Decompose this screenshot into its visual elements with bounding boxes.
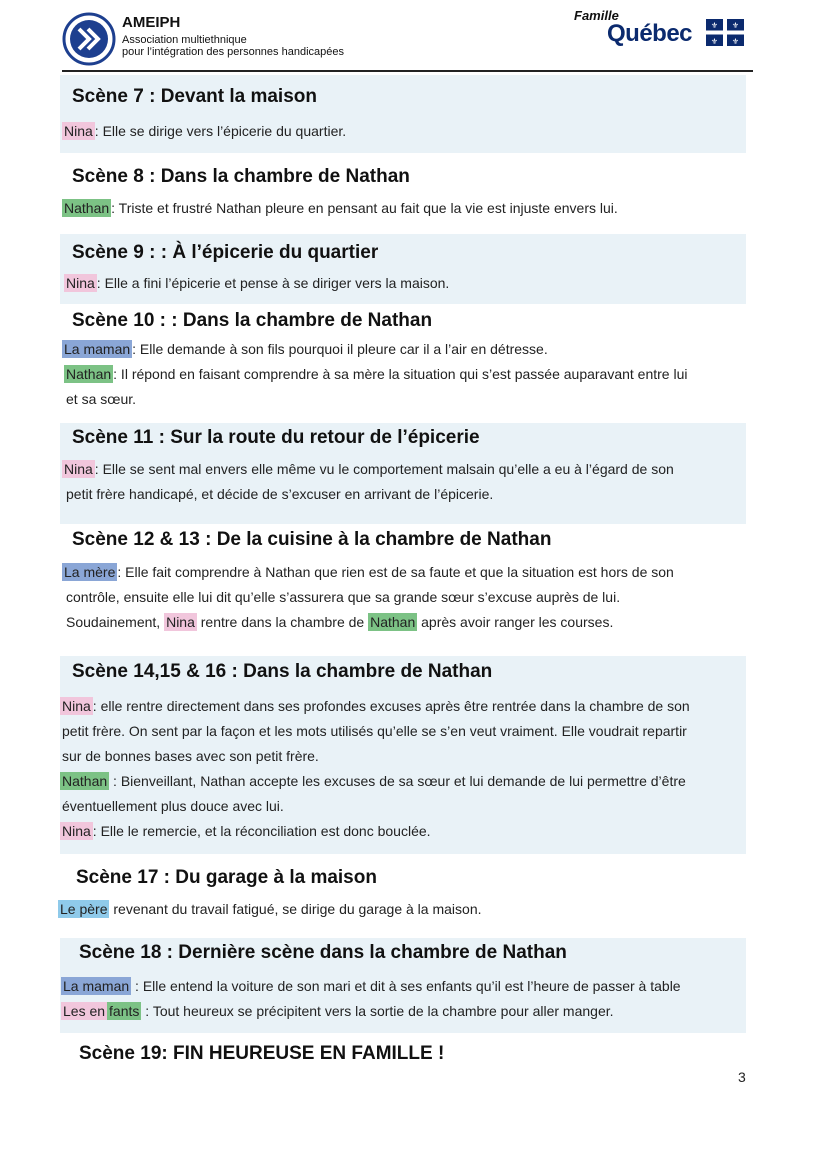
scene-17-title: Scène 17 : Du garage à la maison [76, 867, 377, 888]
dialogue-text: : Il répond en faisant comprendre à sa mère la situation qui s’est passée auparavant entre lui [113, 366, 688, 382]
svg-text:⚜: ⚜ [710, 37, 719, 46]
scene-14-line-2: petit frère. On sent par la façon et les mots utilisés qu’elle se s’en veut vraiment. Elle voudrait repartir [62, 723, 687, 739]
dialogue-text: : Bienveillant, Nathan accepte les excuses de sa sœur et lui demande de lui permettre d’être [109, 773, 686, 789]
dialogue-text: après avoir ranger les courses. [417, 614, 614, 630]
scene-7-title: Scène 7 : Devant la maison [72, 86, 317, 107]
speaker-la-maman: La maman [64, 341, 131, 357]
org-subtitle-line1: Association multiethnique [122, 34, 247, 46]
dialogue-text: rentre dans la chambre de [196, 614, 369, 630]
org-subtitle [122, 34, 344, 58]
scene-14-line-4 [60, 773, 686, 789]
scene-8-line [62, 200, 618, 216]
speaker-nina: Nina [64, 461, 93, 477]
ameiph-logo-icon [62, 12, 116, 66]
scene-12-13-title: Scène 12 & 13 : De la cuisine à la chambre de Nathan [72, 529, 552, 550]
dialogue-text: : elle rentre directement dans ses profondes excuses après être rentrée dans la chambre de son [92, 698, 690, 714]
dialogue-text: : Elle se sent mal envers elle même vu le comportement malsain qu’elle a eu à l’égard de son [94, 461, 674, 477]
scene-18-line-1 [61, 978, 681, 994]
scene-12-line-2: contrôle, ensuite elle lui dit qu’elle s’assurera que sa grande sœur s’excuse auprès de lui. [66, 589, 621, 605]
scene-11-line-2: petit frère handicapé, et décide de s’excuser en arrivant de l’épicerie. [66, 486, 494, 502]
dialogue-text: : Elle entend la voiture de son mari et dit à ses enfants qu’il est l’heure de passer à table [131, 978, 681, 994]
scene-11-title: Scène 11 : Sur la route du retour de l’épicerie [72, 427, 480, 448]
scene-8-title: Scène 8 : Dans la chambre de Nathan [72, 166, 410, 187]
dialogue-text: : Elle se dirige vers l’épicerie du quartier. [94, 123, 347, 139]
speaker-nina: Nina [64, 123, 93, 139]
scene-10-line-2 [64, 366, 688, 382]
svg-text:⚜: ⚜ [710, 21, 719, 30]
scene-11-line-1 [62, 461, 674, 477]
speaker-nina: Nina [166, 614, 195, 630]
scene-17-line [58, 901, 482, 917]
scene-14-line-6 [60, 823, 431, 839]
scene-10-line-3: et sa sœur. [66, 391, 137, 407]
speaker-nathan: Nathan [64, 200, 110, 216]
qc-logo-text: Québec [607, 20, 693, 47]
scene-18-line-2 [61, 1003, 614, 1019]
scene-14-line-1 [60, 698, 690, 714]
dialogue-text: : Elle a fini l’épicerie et pense à se diriger vers la maison. [96, 275, 450, 291]
dialogue-text: revenant du travail fatigué, se dirige du garage à la maison. [109, 901, 482, 917]
scene-12-line-1 [62, 564, 674, 580]
qc-famille-label: Famille [574, 8, 619, 23]
speaker-la-maman: La maman [63, 978, 130, 994]
scene-12-line-3 [66, 614, 613, 630]
dialogue-text: Soudainement, [66, 614, 165, 630]
header-divider [62, 70, 753, 72]
speaker-les-enfants-part1: Les en [63, 1003, 106, 1019]
scene-19-title: Scène 19: FIN HEUREUSE EN FAMILLE ! [79, 1043, 445, 1064]
svg-text:⚜: ⚜ [731, 21, 740, 30]
speaker-nina: Nina [66, 275, 95, 291]
scene-18-title: Scène 18 : Dernière scène dans la chambre de Nathan [79, 942, 567, 963]
quebec-flag-icon [706, 19, 744, 46]
speaker-nina: Nina [62, 698, 91, 714]
org-subtitle-line2: pour l’intégration des personnes handicapées [122, 46, 344, 58]
scene-9-line [64, 275, 449, 291]
dialogue-text: : Tout heureux se précipitent vers la sortie de la chambre pour aller manger. [141, 1003, 614, 1019]
scene-7-line [62, 123, 346, 139]
speaker-nathan: Nathan [62, 773, 108, 789]
scene-14-16-title: Scène 14,15 & 16 : Dans la chambre de Nathan [72, 661, 493, 682]
dialogue-text: : Elle le remercie, et la réconciliation est donc bouclée. [92, 823, 431, 839]
org-name: AMEIPH [122, 14, 181, 31]
speaker-nathan: Nathan [66, 366, 112, 382]
scene-14-line-5: éventuellement plus douce avec lui. [62, 798, 284, 814]
speaker-les-enfants-part2: fants [109, 1003, 140, 1019]
speaker-nina: Nina [62, 823, 91, 839]
dialogue-text: : Elle demande à son fils pourquoi il pleure car il a l’air en détresse. [132, 341, 548, 357]
speaker-la-mere: La mère [64, 564, 116, 580]
svg-text:⚜: ⚜ [731, 37, 740, 46]
speaker-le-pere: Le père [60, 901, 108, 917]
scene-10-title: Scène 10 : : Dans la chambre de Nathan [72, 310, 433, 331]
speaker-nathan: Nathan [370, 614, 416, 630]
scene-9-title: Scène 9 : : À l’épicerie du quartier [72, 242, 379, 263]
scene-10-line-1 [62, 341, 548, 357]
scene-14-line-3: sur de bonnes bases avec son petit frère. [62, 748, 319, 764]
dialogue-text: : Elle fait comprendre à Nathan que rien est de sa faute et que la situation est hors de son [117, 564, 674, 580]
dialogue-text: : Triste et frustré Nathan pleure en pensant au fait que la vie est injuste envers lui. [111, 200, 618, 216]
page-number: 3 [738, 1069, 746, 1085]
